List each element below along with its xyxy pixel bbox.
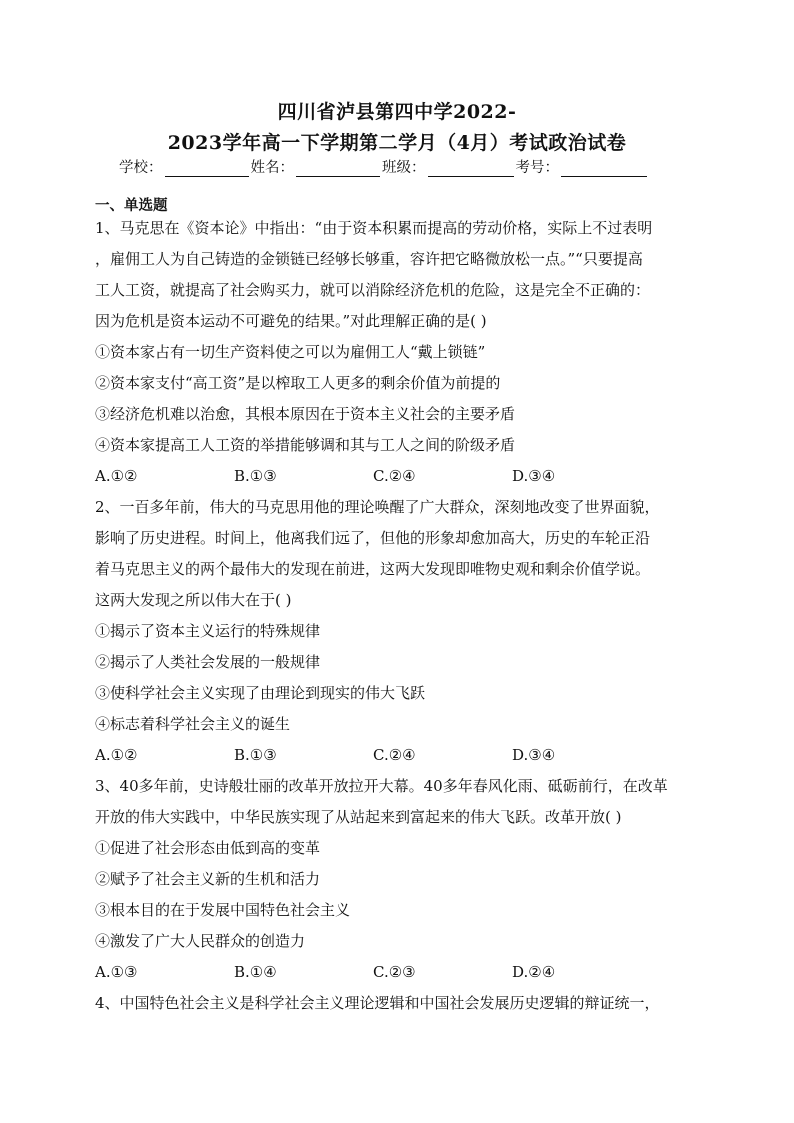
section-title: 一、单选题 <box>95 197 168 214</box>
question-text-line: 工人工资，就提高了社会购买力，就可以消除经济危机的危险，这是完全不正确的： <box>95 281 651 299</box>
answer-option[interactable]: D.③④ <box>512 467 556 485</box>
question-text-line: 4、中国特色社会主义是科学社会主义理论逻辑和中国社会发展历史逻辑的辩证统一， <box>95 994 660 1012</box>
question-1 <box>95 213 700 492</box>
statement-item: ①促进了社会形态由低到高的变革 <box>95 839 321 857</box>
question-text-line: 开放的伟大实践中，中华民族实现了从站起来到富起来的伟大飞跃。改革开放( ) <box>95 808 622 826</box>
answer-option[interactable]: C.②④ <box>373 467 416 485</box>
statement-item: ②揭示了人类社会发展的一般规律 <box>95 653 321 671</box>
exam-number-blank[interactable] <box>561 162 647 177</box>
question-text-line: 影响了历史进程。时间上，他离我们远了，但他的形象却愈加高大，历史的车轮正沿 <box>95 529 651 547</box>
statement-item: ④激发了广大人民群众的创造力 <box>95 932 306 950</box>
statement-item: ①资本家占有一切生产资料使之可以为雇佣工人“戴上锁链” <box>95 343 486 361</box>
answer-options <box>95 461 700 492</box>
questions-list <box>95 213 700 1019</box>
answer-options <box>95 957 700 988</box>
statement-item: ②资本家支付“高工资”是以榨取工人更多的剩余价值为前提的 <box>95 374 501 392</box>
statement-item: ④标志着科学社会主义的诞生 <box>95 715 291 733</box>
question-text-line: 3、40多年前，史诗般壮丽的改革开放拉开大幕。40多年春风化雨、砥砺前行，在改革 <box>95 777 668 795</box>
question-text-line: 这两大发现之所以伟大在于( ) <box>95 591 292 609</box>
question-3 <box>95 771 700 988</box>
answer-options <box>95 740 700 771</box>
class-blank[interactable] <box>428 162 514 177</box>
question-2 <box>95 492 700 771</box>
name-label: 姓名： <box>250 160 294 176</box>
answer-option[interactable]: B.①③ <box>234 467 277 485</box>
school-label: 学校： <box>119 160 163 176</box>
answer-option[interactable]: A.①② <box>95 467 138 485</box>
exam-number-label: 考号： <box>515 160 559 176</box>
statement-item: ②赋予了社会主义新的生机和活力 <box>95 870 321 888</box>
statement-item: ③经济危机难以治愈，其根本原因在于资本主义社会的主要矛盾 <box>95 405 516 423</box>
answer-option[interactable]: C.②④ <box>373 746 416 764</box>
answer-option[interactable]: A.①② <box>95 746 138 764</box>
title-line-1: 四川省泸县第四中学2022- <box>277 101 517 123</box>
answer-option[interactable]: B.①④ <box>234 963 277 981</box>
answer-option[interactable]: D.③④ <box>512 746 556 764</box>
question-text-line: 1、马克思在《资本论》中指出：“由于资本积累而提高的劳动价格，实际上不过表明 <box>95 219 653 237</box>
question-4 <box>95 988 700 1019</box>
statement-item: ③根本目的在于发展中国特色社会主义 <box>95 901 351 919</box>
question-text-line: 因为危机是资本运动不可避免的结果。”对此理解正确的是( ) <box>95 312 487 330</box>
answer-option[interactable]: D.②④ <box>512 963 556 981</box>
class-label: 班级： <box>382 160 426 176</box>
statement-item: ④资本家提高工人工资的举措能够调和其与工人之间的阶级矛盾 <box>95 436 516 454</box>
question-text-line: 2、一百多年前，伟大的马克思用他的理论唤醒了广大群众，深刻地改变了世界面貌， <box>95 498 660 516</box>
statement-item: ③使科学社会主义实现了由理论到现实的伟大飞跃 <box>95 684 426 702</box>
answer-option[interactable]: C.②③ <box>373 963 416 981</box>
title-line-2: 2023学年高一下学期第二学月（4月）考试政治试卷 <box>167 132 627 154</box>
question-text-line: ，雇佣工人为自己铸造的金锁链已经够长够重，容许把它略微放松一点。”“只要提高 <box>95 250 643 268</box>
answer-option[interactable]: A.①③ <box>95 963 138 981</box>
school-blank[interactable] <box>165 162 249 177</box>
statement-item: ①揭示了资本主义运行的特殊规律 <box>95 622 321 640</box>
name-blank[interactable] <box>296 162 380 177</box>
question-text-line: 着马克思主义的两个最伟大的发现在前进，这两大发现即唯物史观和剩余价值学说。 <box>95 560 651 578</box>
answer-option[interactable]: B.①③ <box>234 746 277 764</box>
student-info-row <box>119 156 679 177</box>
